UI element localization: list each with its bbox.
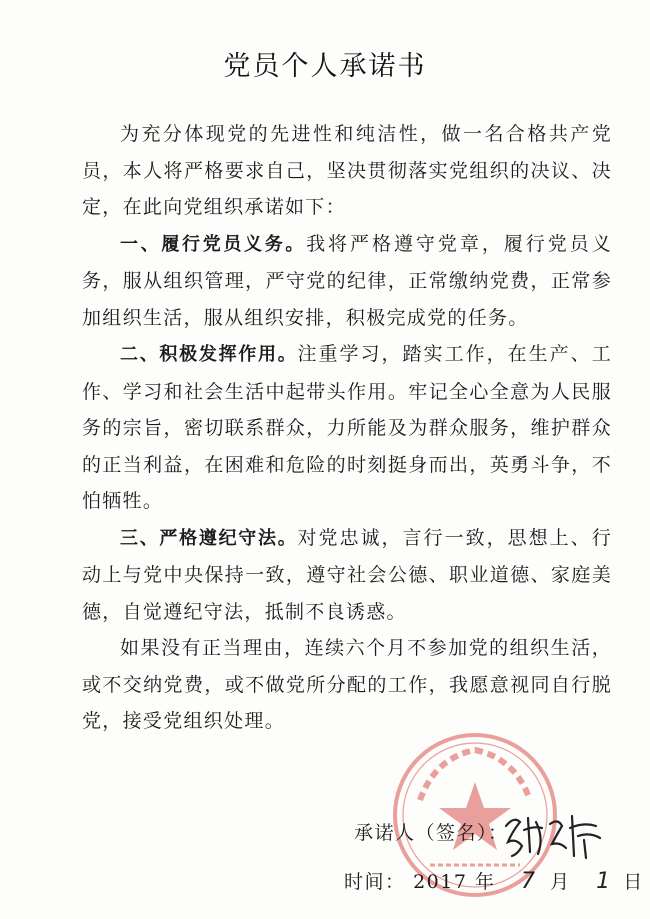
date-year: 2017 xyxy=(413,871,468,893)
signer-line xyxy=(354,818,509,845)
date-year-unit: 年 xyxy=(474,871,496,893)
date-month: 7 xyxy=(521,869,537,894)
section-paragraph-2 xyxy=(82,336,612,520)
signer-label: 承诺人（签名）： xyxy=(354,822,509,844)
document-title: 党员个人承诺书 xyxy=(223,51,427,82)
date-day: 1 xyxy=(596,869,612,894)
section-paragraph-1 xyxy=(82,226,612,337)
date-line xyxy=(344,867,644,894)
section-paragraph-3 xyxy=(82,520,612,631)
date-label: 时间： xyxy=(344,871,406,893)
handwritten-signature xyxy=(500,808,610,864)
section-heading-3: 三、严格遵纪守法。 xyxy=(120,527,298,549)
section-text-2: 注重学习，踏实工作，在生产、工作、学习和社会生活中起带头作用。牢记全心全意为人民服务的宗旨，密切联系群众，力所能及为群众服务，维护群众的正当利益，在困难和危险的时刻挺身而出，英勇斗争，不怕牺牲。 xyxy=(82,343,612,512)
section-heading-1: 一、履行党员义务。 xyxy=(120,233,307,255)
closing-paragraph: 如果没有正当理由，连续六个月不参加党的组织生活，或不交纳党费，或不做党所分配的工作，我愿意视同自行脱党，接受党组织处理。 xyxy=(82,637,612,732)
section-heading-2: 二、积极发挥作用。 xyxy=(120,344,298,365)
intro-paragraph: 为充分体现党的先进性和纯洁性，做一名合格共产党员，本人将严格要求自己，坚决贯彻落实党组织的决议、决定，在此向党组织承诺如下： xyxy=(82,123,612,218)
section-text-3: 对党忠诚，言行一致，思想上、行动上与党中央保持一致，遵守社会公德、职业道德、家庭美德，自觉遵纪守法，抵制不良诱惑。 xyxy=(82,526,612,623)
date-month-unit: 月 xyxy=(550,871,571,893)
date-day-unit: 日 xyxy=(623,871,644,893)
section-text-1: 我将严格遵守党章，履行党员义务，服从组织管理，严守党的纪律，正常缴纳党费，正常参加组织生活，服从组织安排，积极完成党的任务。 xyxy=(82,232,613,329)
document-body xyxy=(82,116,612,740)
